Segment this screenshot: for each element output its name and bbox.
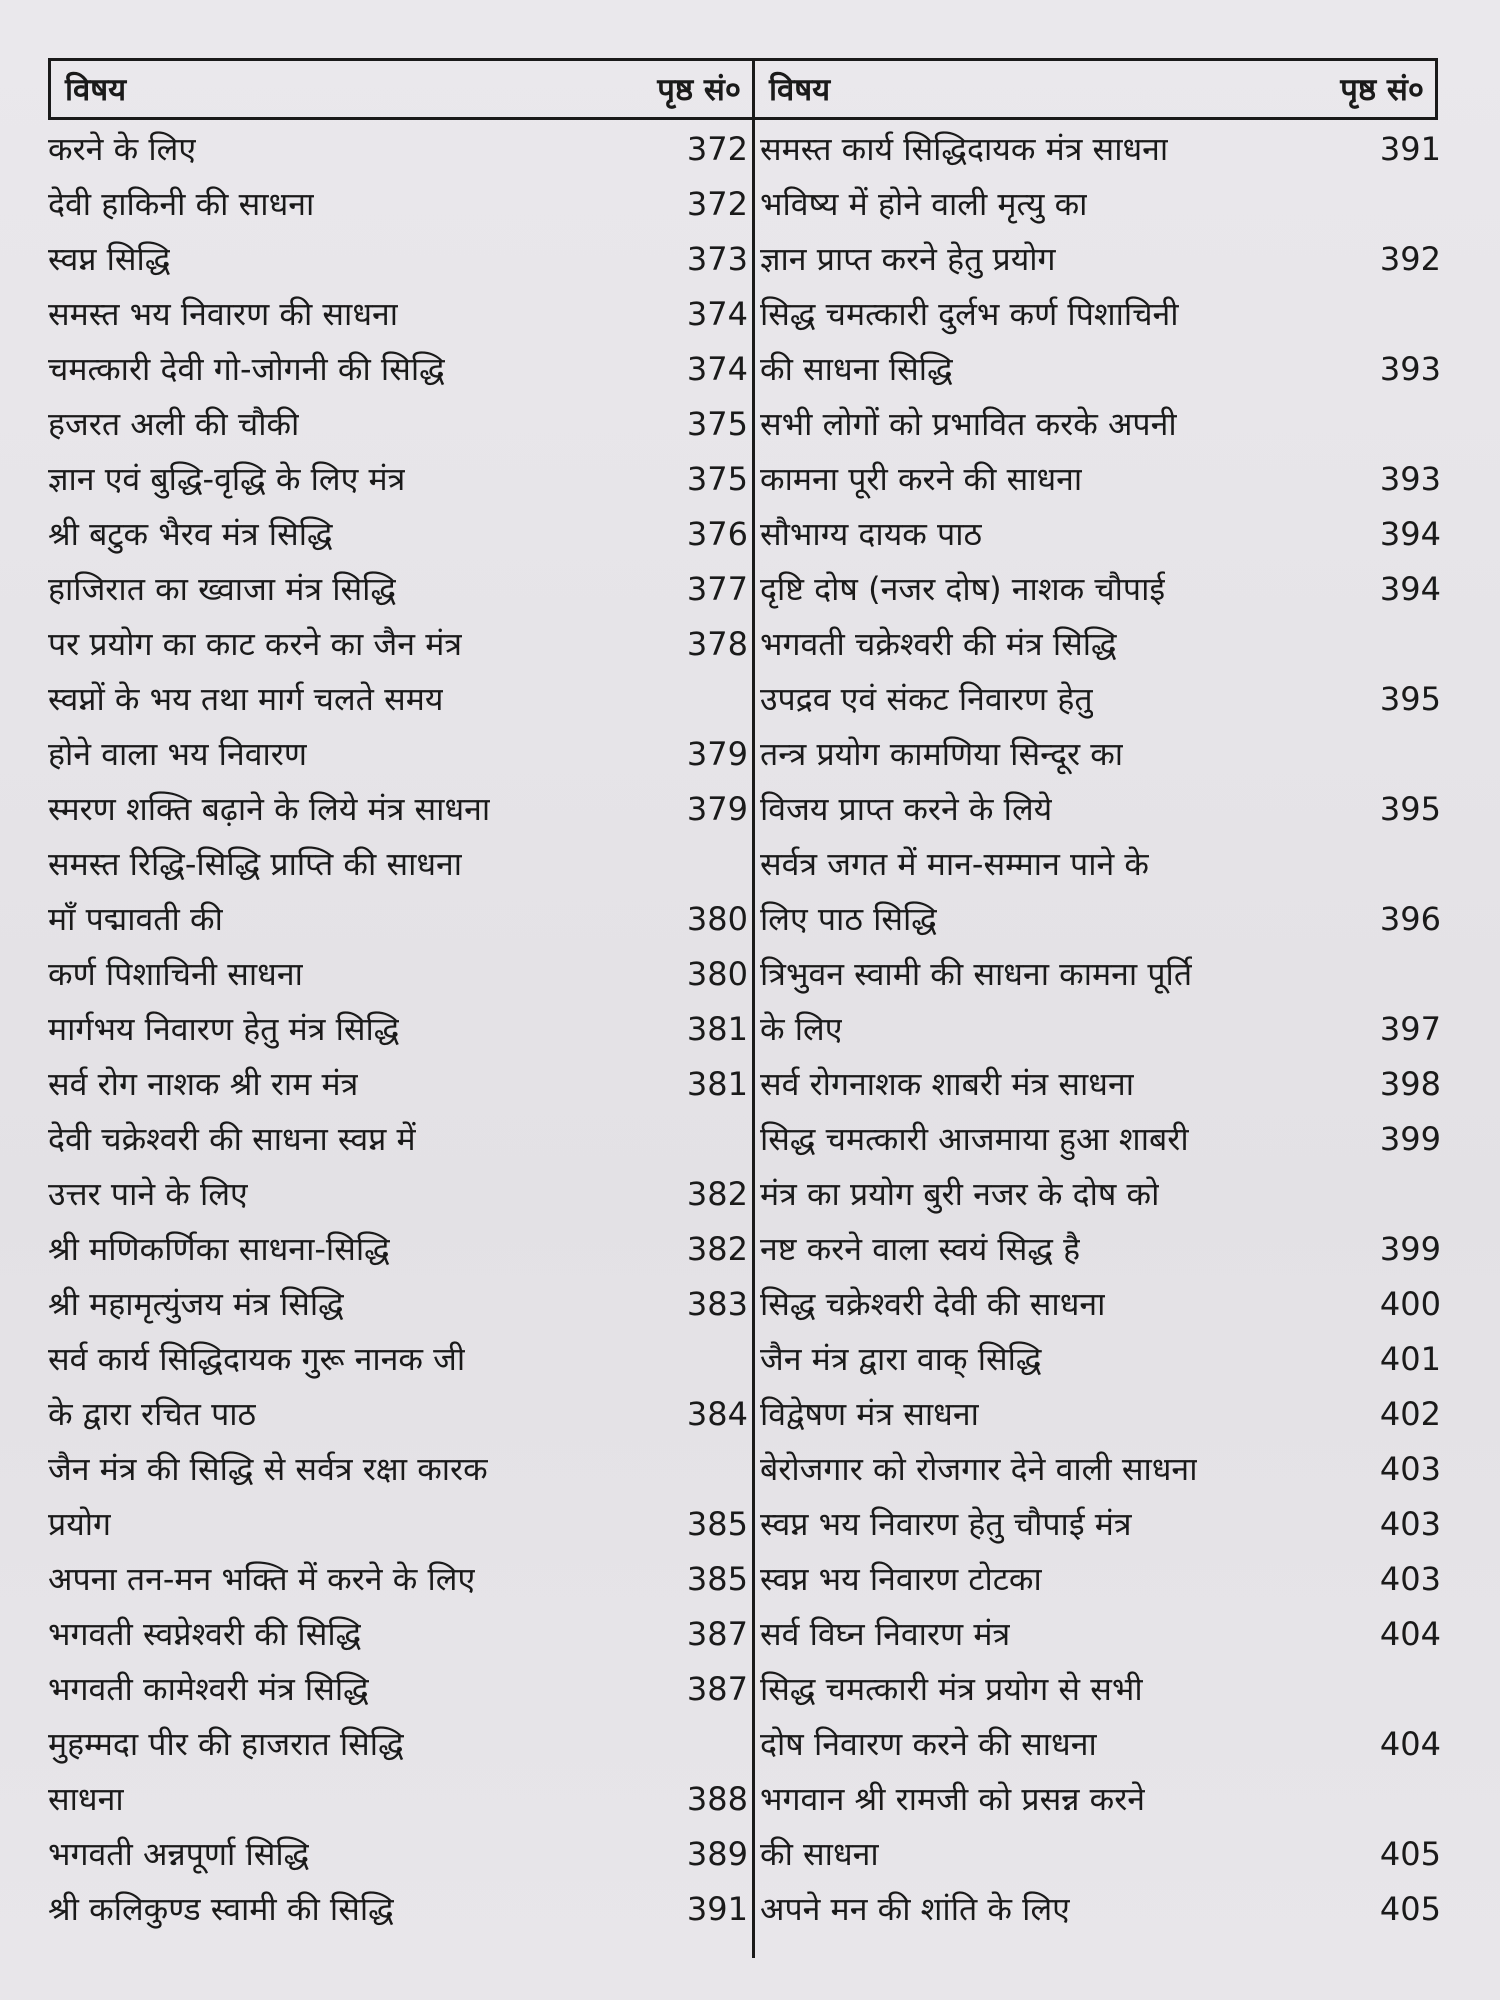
list-item [760,1497,1445,1552]
topic-text: हजरत अली की चौकी [48,405,300,443]
topic-text: भगवान श्री रामजी को प्रसन्न करने [760,1780,1146,1818]
page-number: 397 [1379,1010,1441,1048]
list-item [760,617,1445,672]
topic-text: श्री कलिकुण्ड स्वामी की सिद्धि [48,1890,394,1928]
list-item [48,1112,748,1167]
topic-text: दृष्टि दोष (नजर दोष) नाशक चौपाई [760,570,1166,608]
topic-text: जैन मंत्र द्वारा वाक् सिद्धि [760,1340,1042,1378]
page-number: 374 [686,350,748,388]
page-number: 394 [1379,515,1441,553]
page-number: 391 [1379,130,1441,168]
topic-text: विजय प्राप्त करने के लिये [760,790,1053,828]
list-item [48,342,748,397]
topic-text: अपना तन-मन भक्ति में करने के लिए [48,1560,476,1598]
topic-text: नष्ट करने वाला स्वयं सिद्ध है [760,1230,1081,1268]
right-column [760,122,1445,1937]
page-number: 393 [1379,460,1441,498]
topic-text: स्वप्नों के भय तथा मार्ग चलते समय [48,680,444,718]
table-header [48,58,1438,120]
header-left [51,61,755,117]
page-number: 401 [1379,1340,1441,1378]
list-item [48,177,748,232]
page-number: 399 [1379,1120,1441,1158]
topic-text: स्मरण शक्ति बढ़ाने के लिये मंत्र साधना [48,790,491,828]
page-number: 378 [686,625,748,663]
list-item [48,1552,748,1607]
topic-text: सिद्ध चक्रेश्वरी देवी की साधना [760,1285,1106,1323]
list-item [48,672,748,727]
page-number: 377 [686,570,748,608]
header-topic-label: विषय [769,72,831,108]
page-number: 373 [686,240,748,278]
page-number: 385 [686,1560,748,1598]
list-item [48,1332,748,1387]
topic-text: सर्व रोगनाशक शाबरी मंत्र साधना [760,1065,1135,1103]
topic-text: श्री बटुक भैरव मंत्र सिद्धि [48,515,333,553]
page-number: 400 [1379,1285,1441,1323]
list-item [760,232,1445,287]
list-item [48,1497,748,1552]
column-divider [752,58,755,1958]
topic-text: माँ पद्मावती की [48,900,223,938]
page-number: 380 [686,955,748,993]
list-item [48,947,748,1002]
list-item [48,617,748,672]
topic-text: समस्त रिद्धि-सिद्धि प्राप्ति की साधना [48,845,463,883]
topic-text: स्वप्न भय निवारण हेतु चौपाई मंत्र [760,1505,1132,1543]
list-item [760,1827,1445,1882]
page-number: 398 [1379,1065,1441,1103]
list-item [760,1442,1445,1497]
topic-text: कर्ण पिशाचिनी साधना [48,955,303,993]
topic-text: कामना पूरी करने की साधना [760,460,1083,498]
page-number: 403 [1379,1450,1441,1488]
list-item [48,1607,748,1662]
page-number: 403 [1379,1505,1441,1543]
topic-text: साधना [48,1780,124,1818]
topic-text: देवी हाकिनी की साधना [48,185,315,223]
page-number: 384 [686,1395,748,1433]
page-number: 389 [686,1835,748,1873]
list-item [48,287,748,342]
header-right [755,61,1438,117]
list-item [48,727,748,782]
page-number: 379 [686,790,748,828]
header-topic-label: विषय [65,72,127,108]
topic-text: मार्गभय निवारण हेतु मंत्र सिद्धि [48,1010,400,1048]
list-item [48,397,748,452]
page-number: 404 [1379,1725,1441,1763]
list-item [760,1277,1445,1332]
page-number: 393 [1379,350,1441,388]
list-item [48,562,748,617]
topic-text: की साधना [760,1835,879,1873]
page-number: 374 [686,295,748,333]
page-number: 392 [1379,240,1441,278]
list-item [760,397,1445,452]
topic-text: सर्व रोग नाशक श्री राम मंत्र [48,1065,359,1103]
page-number: 380 [686,900,748,938]
page-number: 391 [686,1890,748,1928]
page-number: 372 [686,130,748,168]
page-number: 403 [1379,1560,1441,1598]
topic-text: श्री महामृत्युंजय मंत्र सिद्धि [48,1285,344,1323]
topic-text: लिए पाठ सिद्धि [760,900,937,938]
topic-text: भगवती अन्नपूर्णा सिद्धि [48,1835,310,1873]
list-item [48,782,748,837]
list-item [760,342,1445,397]
list-item [48,1882,748,1937]
topic-text: बेरोजगार को रोजगार देने वाली साधना [760,1450,1198,1488]
list-item [760,1332,1445,1387]
topic-text: विद्वेषण मंत्र साधना [760,1395,979,1433]
page-number: 394 [1379,570,1441,608]
list-item [760,1222,1445,1277]
topic-text: सभी लोगों को प्रभावित करके अपनी [760,405,1177,443]
page-number: 388 [686,1780,748,1818]
page-number: 375 [686,460,748,498]
page-number: 402 [1379,1395,1441,1433]
topic-text: हाजिरात का ख्वाजा मंत्र सिद्धि [48,570,397,608]
page-number: 395 [1379,680,1441,718]
page-number: 381 [686,1065,748,1103]
list-item [48,232,748,287]
list-item [760,287,1445,342]
list-item [48,1387,748,1442]
topic-text: भविष्य में होने वाली मृत्यु का [760,185,1088,223]
page-number: 405 [1379,1835,1441,1873]
list-item [48,837,748,892]
topic-text: स्वप्न भय निवारण टोटका [760,1560,1042,1598]
list-item [48,1222,748,1277]
list-item [48,452,748,507]
list-item [48,1167,748,1222]
page-number: 399 [1379,1230,1441,1268]
topic-text: जैन मंत्र की सिद्धि से सर्वत्र रक्षा कारक [48,1450,488,1488]
list-item [48,1442,748,1497]
topic-text: श्री मणिकर्णिका साधना-सिद्धि [48,1230,390,1268]
topic-text: अपने मन की शांति के लिए [760,1890,1070,1928]
page-number: 395 [1379,790,1441,828]
topic-text: सर्व विघ्न निवारण मंत्र [760,1615,1011,1653]
list-item [760,507,1445,562]
topic-text: समस्त कार्य सिद्धिदायक मंत्र साधना [760,130,1169,168]
page-number: 376 [686,515,748,553]
list-item [48,1002,748,1057]
list-item [760,1387,1445,1442]
list-item [760,452,1445,507]
list-item [48,1662,748,1717]
page-number: 379 [686,735,748,773]
list-item [760,1882,1445,1937]
topic-text: दोष निवारण करने की साधना [760,1725,1097,1763]
topic-text: भगवती कामेश्वरी मंत्र सिद्धि [48,1670,369,1708]
list-item [760,892,1445,947]
list-item [760,1607,1445,1662]
topic-text: की साधना सिद्धि [760,350,953,388]
topic-text: उत्तर पाने के लिए [48,1175,248,1213]
topic-text: चमत्कारी देवी गो-जोगनी की सिद्धि [48,350,445,388]
topic-text: करने के लिए [48,130,197,168]
topic-text: होने वाला भय निवारण [48,735,308,773]
list-item [48,1057,748,1112]
topic-text: सिद्ध चमत्कारी आजमाया हुआ शाबरी [760,1120,1189,1158]
page-number: 382 [686,1175,748,1213]
page-number: 382 [686,1230,748,1268]
list-item [760,727,1445,782]
topic-text: सर्वत्र जगत में मान-सम्मान पाने के [760,845,1149,883]
list-item [760,947,1445,1002]
page-number: 372 [686,185,748,223]
list-item [760,1057,1445,1112]
topic-text: सर्व कार्य सिद्धिदायक गुरू नानक जी [48,1340,466,1378]
header-page-label: पृष्ठ सं० [1340,72,1424,108]
topic-text: पर प्रयोग का काट करने का जैन मंत्र [48,625,462,663]
topic-text: स्वप्न सिद्धि [48,240,171,278]
topic-text: के द्वारा रचित पाठ [48,1395,257,1433]
list-item [760,562,1445,617]
list-item [760,782,1445,837]
topic-text: उपद्रव एवं संकट निवारण हेतु [760,680,1093,718]
topic-text: मंत्र का प्रयोग बुरी नजर के दोष को [760,1175,1160,1213]
topic-text: के लिए [760,1010,843,1048]
header-page-label: पृष्ठ सं० [657,72,741,108]
page-number: 383 [686,1285,748,1323]
list-item [760,1167,1445,1222]
page-number: 387 [686,1615,748,1653]
list-item [48,507,748,562]
topic-text: ज्ञान एवं बुद्धि-वृद्धि के लिए मंत्र [48,460,406,498]
list-item [760,1662,1445,1717]
list-item [48,1717,748,1772]
list-item [760,1717,1445,1772]
list-item [48,1827,748,1882]
left-column [48,122,748,1937]
list-item [760,837,1445,892]
list-item [760,1112,1445,1167]
topic-text: ज्ञान प्राप्त करने हेतु प्रयोग [760,240,1056,278]
topic-text: सिद्ध चमत्कारी मंत्र प्रयोग से सभी [760,1670,1143,1708]
list-item [760,1552,1445,1607]
page-number: 385 [686,1505,748,1543]
topic-text: भगवती चक्रेश्वरी की मंत्र सिद्धि [760,625,1117,663]
list-item [760,122,1445,177]
topic-text: सिद्ध चमत्कारी दुर्लभ कर्ण पिशाचिनी [760,295,1179,333]
list-item [48,1772,748,1827]
topic-text: त्रिभुवन स्वामी की साधना कामना पूर्ति [760,955,1193,993]
topic-text: प्रयोग [48,1505,112,1543]
topic-text: मुहम्मदा पीर की हाजरात सिद्धि [48,1725,404,1763]
list-item [48,1277,748,1332]
topic-text: देवी चक्रेश्वरी की साधना स्वप्न में [48,1120,416,1158]
list-item [760,1002,1445,1057]
page-number: 375 [686,405,748,443]
topic-text: तन्त्र प्रयोग कामणिया सिन्दूर का [760,735,1124,773]
page-number: 387 [686,1670,748,1708]
page-number: 404 [1379,1615,1441,1653]
topic-text: सौभाग्य दायक पाठ [760,515,983,553]
topic-text: भगवती स्वप्नेश्वरी की सिद्धि [48,1615,362,1653]
list-item [760,1772,1445,1827]
list-item [48,122,748,177]
topic-text: समस्त भय निवारण की साधना [48,295,399,333]
page-number: 405 [1379,1890,1441,1928]
list-item [48,892,748,947]
list-item [760,672,1445,727]
page-number: 396 [1379,900,1441,938]
page-number: 381 [686,1010,748,1048]
list-item [760,177,1445,232]
